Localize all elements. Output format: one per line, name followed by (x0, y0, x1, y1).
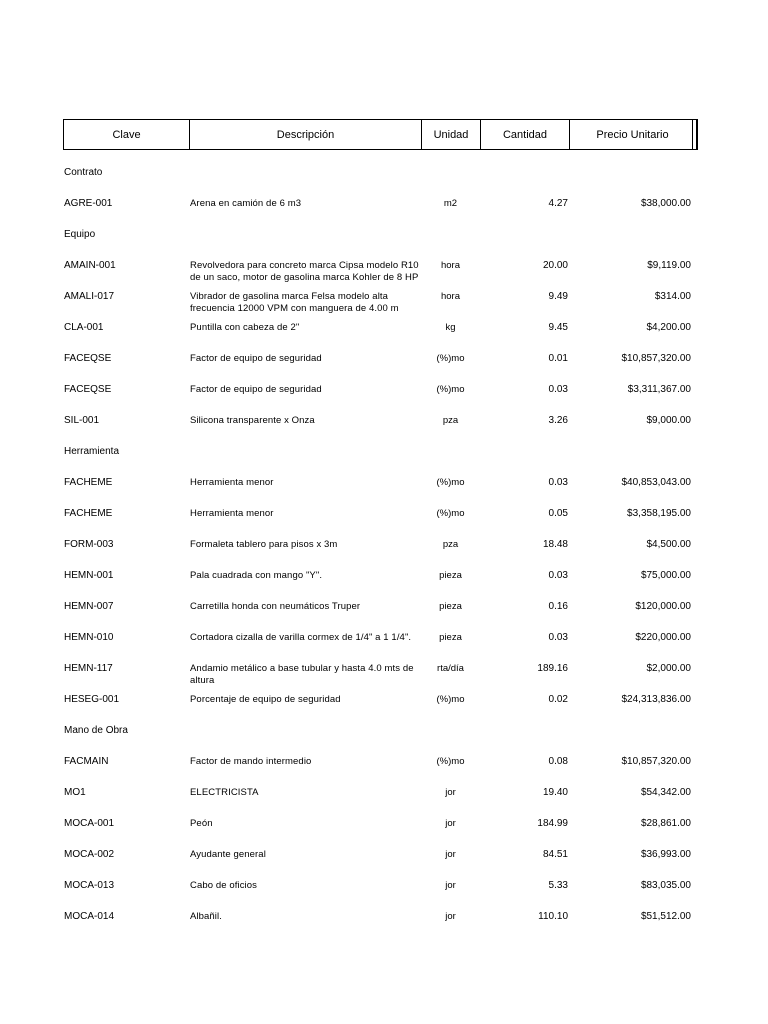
cell-precio: $24,313,836.00 (621, 694, 691, 705)
cell-cantidad: 84.51 (542, 849, 568, 860)
cell-descripcion: Arena en camión de 6 m3 (190, 198, 302, 209)
cell-descripcion: Peón (190, 818, 213, 829)
cell-precio: $10,857,320.00 (621, 756, 691, 767)
cell-clave: SIL-001 (64, 415, 100, 426)
cell-descripcion: Formaleta tablero para pisos x 3m (190, 539, 338, 550)
section-row (0, 157, 768, 188)
cell-precio: $314.00 (654, 291, 691, 302)
table-row (0, 405, 768, 436)
cell-precio: $4,200.00 (646, 322, 691, 333)
table-row (0, 529, 768, 560)
cell-descripcion: Albañil. (190, 911, 222, 922)
header-cantidad: Cantidad (481, 120, 570, 149)
section-title: Herramienta (64, 446, 120, 457)
cell-descripcion: Herramienta menor (190, 508, 274, 519)
cell-cantidad: 0.03 (548, 384, 568, 395)
header-descripcion: Descripción (190, 120, 422, 149)
cell-cantidad: 3.26 (548, 415, 568, 426)
cell-clave: AMAIN-001 (64, 260, 116, 271)
table-row (0, 281, 768, 312)
cell-unidad: (%)mo (436, 508, 465, 519)
cell-descripcion: Cabo de oficios (190, 880, 257, 891)
cell-clave: HEMN-007 (64, 601, 114, 612)
table-row (0, 498, 768, 529)
cell-clave: FACEQSE (64, 384, 112, 395)
cell-precio: $28,861.00 (640, 818, 691, 829)
cell-unidad: jor (445, 787, 456, 798)
table-row (0, 188, 768, 219)
cell-unidad: m2 (443, 198, 458, 209)
cell-unidad: (%)mo (436, 353, 465, 364)
cell-cantidad: 19.40 (542, 787, 568, 798)
table-row (0, 312, 768, 343)
cell-clave: MOCA-013 (64, 880, 115, 891)
cell-cantidad: 5.33 (548, 880, 568, 891)
header-precio-unitario: Precio Unitario (596, 128, 669, 141)
cell-precio: $83,035.00 (640, 880, 691, 891)
cell-precio: $220,000.00 (635, 632, 691, 643)
section-row (0, 715, 768, 746)
table-row (0, 653, 768, 684)
table-row (0, 746, 768, 777)
header-unidad: Unidad (422, 120, 481, 149)
cell-precio: $54,342.00 (640, 787, 691, 798)
cell-cantidad: 0.03 (548, 477, 568, 488)
cell-descripcion: Factor de equipo de seguridad (190, 384, 322, 395)
cell-clave: FORM-003 (64, 539, 114, 550)
cell-descripcion: Ayudante general (190, 849, 266, 860)
section-row (0, 436, 768, 467)
cell-descripcion: Herramienta menor (190, 477, 274, 488)
cell-clave: AMALI-017 (64, 291, 115, 302)
cell-unidad: pza (442, 415, 459, 426)
cell-precio: $10,857,320.00 (621, 353, 691, 364)
cell-precio: $36,993.00 (640, 849, 691, 860)
cell-descripcion: Puntilla con cabeza de 2" (190, 322, 300, 333)
table-body (0, 157, 768, 932)
cell-unidad: jor (445, 880, 456, 891)
table-header (63, 119, 697, 150)
cell-descripcion: Cortadora cizalla de varilla cormex de 1/4" a 1 1/4". (190, 632, 412, 643)
cell-unidad: jor (445, 818, 456, 829)
cell-clave: MOCA-002 (64, 849, 115, 860)
cell-precio: $120,000.00 (635, 601, 691, 612)
table-row (0, 839, 768, 870)
cell-clave: HEMN-001 (64, 570, 114, 581)
cell-clave: FACMAIN (64, 756, 109, 767)
cell-cantidad: 0.16 (548, 601, 568, 612)
cell-unidad: pieza (439, 632, 462, 643)
cell-precio: $3,311,367.00 (627, 384, 691, 395)
cell-unidad: hora (440, 291, 460, 302)
table-row (0, 467, 768, 498)
table-row (0, 343, 768, 374)
cell-precio: $9,000.00 (646, 415, 691, 426)
section-title: Contrato (64, 167, 103, 178)
cell-clave: MOCA-001 (64, 818, 115, 829)
cell-clave: MO1 (64, 787, 86, 798)
cell-unidad: (%)mo (436, 477, 465, 488)
cell-clave: AGRE-001 (64, 198, 113, 209)
header-clave: Clave (64, 120, 190, 149)
cell-cantidad: 20.00 (542, 260, 568, 271)
cell-clave: CLA-001 (64, 322, 104, 333)
cell-precio: $4,500.00 (646, 539, 691, 550)
cell-descripcion: Carretilla honda con neumáticos Truper (190, 601, 361, 612)
cell-unidad: (%)mo (436, 694, 465, 705)
cell-precio: $40,853,043.00 (621, 477, 691, 488)
table-row (0, 622, 768, 653)
cell-cantidad: 0.03 (548, 570, 568, 581)
cell-clave: FACEQSE (64, 353, 112, 364)
cell-precio: $38,000.00 (640, 198, 691, 209)
cell-cantidad: 0.05 (548, 508, 568, 519)
cell-clave: MOCA-014 (64, 911, 115, 922)
cell-unidad: (%)mo (436, 384, 465, 395)
cell-descripcion: ELECTRICISTA (190, 787, 259, 798)
section-title: Mano de Obra (64, 725, 128, 736)
cell-cantidad: 0.01 (548, 353, 568, 364)
table-row (0, 777, 768, 808)
cell-cantidad: 110.10 (538, 911, 568, 922)
table-row (0, 684, 768, 715)
cell-clave: HESEG-001 (64, 694, 120, 705)
cell-descripcion: Factor de equipo de seguridad (190, 353, 322, 364)
table-row (0, 870, 768, 901)
table-row (0, 560, 768, 591)
cell-descripcion: Pala cuadrada con mango "Y". (190, 570, 323, 581)
cell-cantidad: 184.99 (537, 818, 568, 829)
cell-precio: $51,512.00 (640, 911, 691, 922)
cell-unidad: pieza (439, 601, 462, 612)
cell-clave: HEMN-010 (64, 632, 114, 643)
cell-cantidad: 18.48 (542, 539, 568, 550)
cell-clave: HEMN-117 (64, 663, 113, 674)
cell-unidad: pza (442, 539, 459, 550)
header-border-edge (692, 119, 698, 150)
cell-precio: $2,000.00 (646, 663, 691, 674)
cell-descripcion: Factor de mando intermedio (190, 756, 312, 767)
table-row (0, 591, 768, 622)
cell-cantidad: 0.08 (548, 756, 568, 767)
cell-cantidad: 4.27 (548, 198, 568, 209)
cell-clave: FACHEME (64, 477, 113, 488)
cell-unidad: kg (445, 322, 456, 333)
cell-precio: $75,000.00 (640, 570, 691, 581)
cell-unidad: jor (445, 849, 456, 860)
cell-unidad: pieza (439, 570, 462, 581)
section-title: Equipo (64, 229, 96, 240)
table-row (0, 250, 768, 281)
cell-cantidad: 9.49 (548, 291, 568, 302)
cell-unidad: hora (440, 260, 460, 271)
cell-descripcion: Porcentaje de equipo de seguridad (190, 694, 341, 705)
table-row (0, 808, 768, 839)
cell-cantidad: 0.02 (548, 694, 568, 705)
cell-unidad: (%)mo (436, 756, 465, 767)
cell-unidad: jor (445, 911, 456, 922)
cell-cantidad: 189.16 (537, 663, 568, 674)
cell-precio: $3,358,195.00 (627, 508, 691, 519)
cell-unidad: rta/día (437, 663, 464, 674)
cell-descripcion: Andamio metálico a base tubular y hasta 4.0 mts de altura (190, 663, 414, 686)
table-row (0, 374, 768, 405)
cell-cantidad: 9.45 (548, 322, 568, 333)
cell-clave: FACHEME (64, 508, 113, 519)
cell-descripcion: Silicona transparente x Onza (190, 415, 315, 426)
cell-descripcion: Revolvedora para concreto marca Cipsa modelo R10 de un saco, motor de gasolina marca Kohler de 8 HP (190, 260, 419, 283)
cell-cantidad: 0.03 (548, 632, 568, 643)
cell-precio: $9,119.00 (647, 260, 691, 271)
table-row (0, 901, 768, 932)
cell-descripcion: Vibrador de gasolina marca Felsa modelo alta frecuencia 12000 VPM con manguera de 4.00 m (190, 291, 399, 314)
section-row (0, 219, 768, 250)
